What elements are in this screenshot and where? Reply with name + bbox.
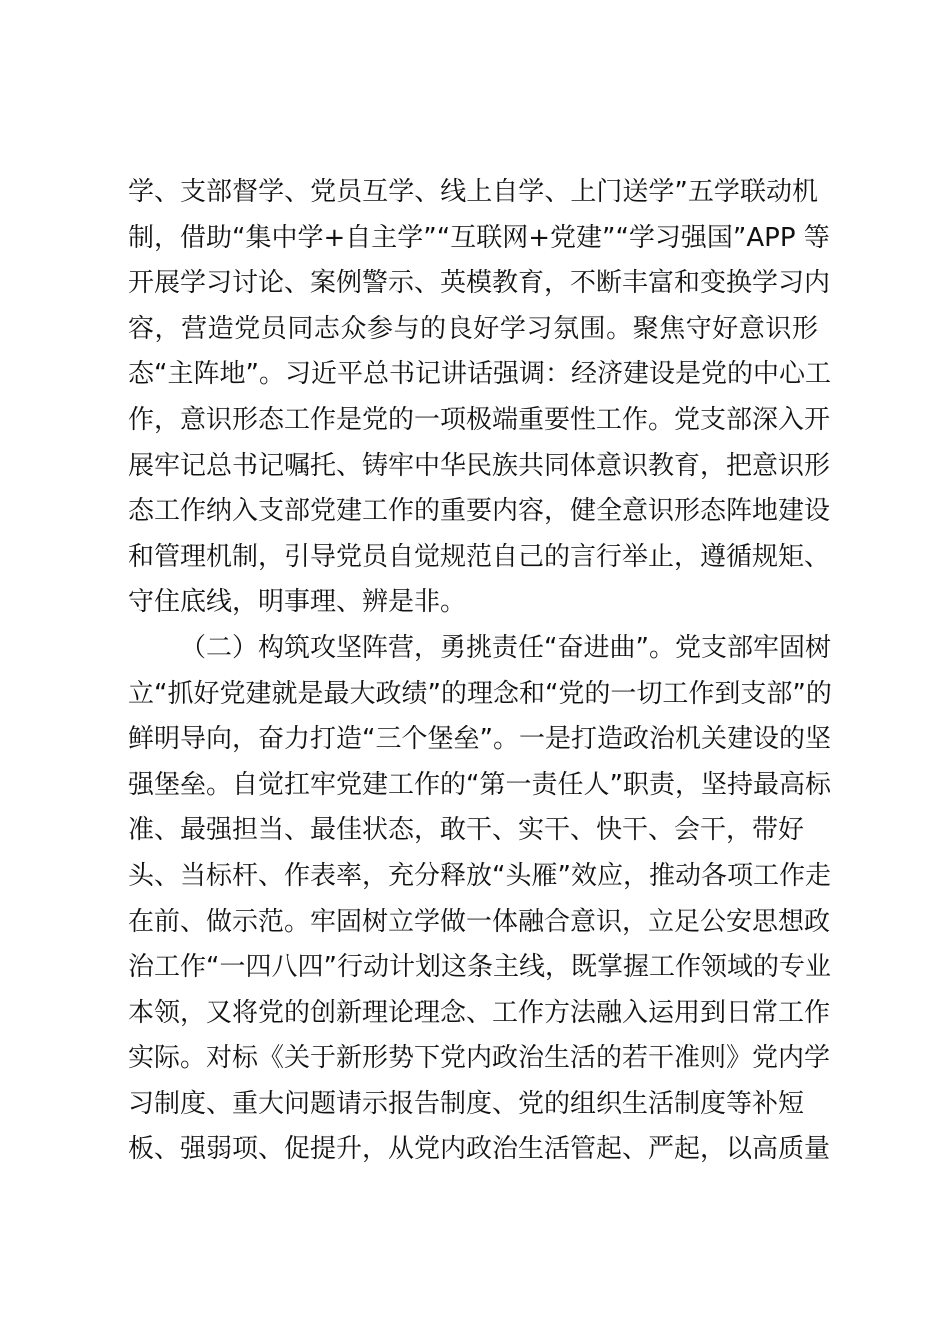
text-line: 在前、做示范。牢固树立学做一体融合意识，立足公安思想政 — [128, 906, 831, 937]
text-line: 态工作纳入支部党建工作的重要内容，健全意识形态阵地建设 — [128, 496, 831, 527]
paragraph-end-line: 守住底线，明事理、辨是非。 — [128, 587, 467, 618]
text-line: 准、最强担当、最佳状态，敢干、实干、快干、会干，带好 — [128, 815, 805, 846]
text-line: 头、当标杆、作表率，充分释放“头雁”效应，推动各项工作走 — [128, 860, 831, 891]
text-line: 作，意识形态工作是党的一项极端重要性工作。党支部深入开 — [128, 404, 831, 435]
text-line: 立“抓好党建就是最大政绩”的理念和“党的一切工作到支部”的 — [128, 678, 832, 709]
text-line: 习制度、重大问题请示报告制度、党的组织生活制度等补短 — [128, 1088, 805, 1119]
text-line: 板、强弱项、促提升，从党内政治生活管起、严起，以高质量 — [128, 1134, 831, 1165]
text-line: 治工作“一四八四”行动计划这条主线，既掌握工作领域的专业 — [128, 952, 831, 983]
body-text — [128, 170, 832, 1173]
text-line: 强堡垒。自觉扛牢党建工作的“第一责任人”职责，坚持最高标 — [128, 769, 831, 800]
text-line: 和管理机制，引导党员自觉规范自己的言行举止，遵循规矩、 — [128, 541, 831, 572]
text-line: 态“主阵地”。习近平总书记讲话强调：经济建设是党的中心工 — [128, 359, 831, 390]
text-line: 开展学习讨论、案例警示、英模教育，不断丰富和变换学习内 — [128, 268, 831, 299]
text-line: 学、支部督学、党员互学、线上自学、上门送学”五学联动机 — [128, 177, 818, 207]
text-line: 实际。对标《关于新形势下党内政治生活的若干准则》党内学 — [128, 1043, 831, 1074]
section-heading-line: （二）构筑攻坚阵营，勇挑责任“奋进曲”。党支部牢固树 — [180, 632, 831, 663]
text-line: 本领，又将党的创新理论理念、工作方法融入运用到日常工作 — [128, 997, 831, 1028]
text-line: 容，营造党员同志众参与的良好学习氛围。聚焦守好意识形 — [128, 313, 818, 344]
text-line: 鲜明导向，奋力打造“三个堡垒”。一是打造政治机关建设的坚 — [128, 724, 831, 755]
text-line: 展牢记总书记嘱托、铸牢中华民族共同体意识教育，把意识形 — [128, 450, 831, 481]
text-line: 制，借助“集中学+自主学”“互联网+党建”“学习强国”APP 等 — [128, 222, 830, 253]
